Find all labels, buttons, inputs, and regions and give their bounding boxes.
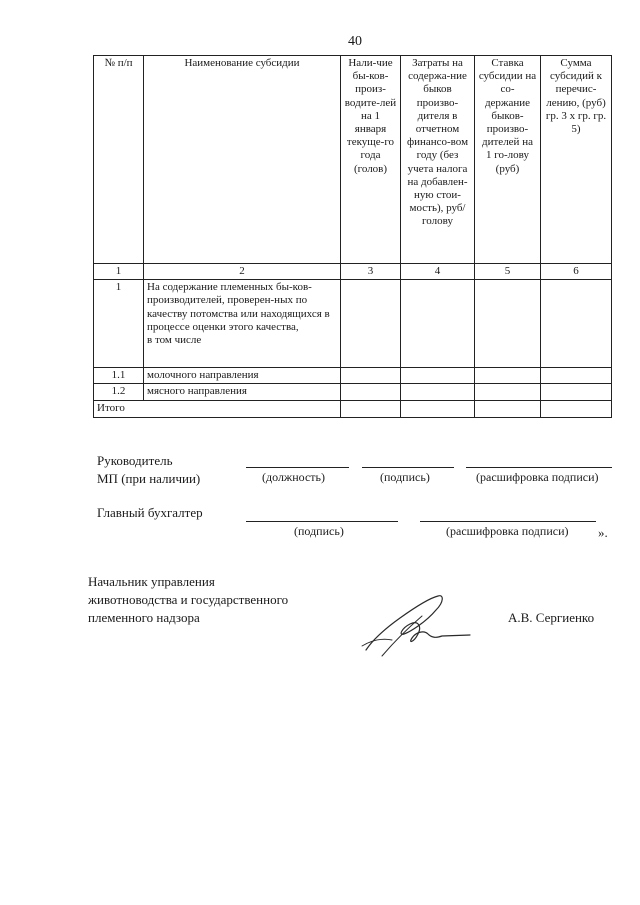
empty-cell (341, 368, 401, 384)
empty-cell (475, 368, 541, 384)
col-header-rate: Ставка субсидии на со-держание быков-произво-дителей на 1 го-лову (руб) (475, 56, 541, 264)
table-row (94, 384, 612, 400)
total-row (94, 400, 612, 417)
empty-cell (541, 400, 612, 417)
closing-quote: ». (598, 525, 608, 540)
empty-cell (475, 400, 541, 417)
col-header-costs: Затраты на содержа-ние быков произво-дителя в отчетном финансо-вом году (без учета налога на добавлен-ную стои-мость), руб/голову (401, 56, 475, 264)
decode-line (466, 467, 612, 468)
official-name: А.В. Сергиенко (508, 610, 595, 625)
official-title-line1: Начальник управления (88, 574, 215, 589)
col-number: 1 (94, 264, 144, 280)
empty-cell (401, 280, 475, 368)
row-name-text: На содержание племенных бы-ков-производителей, проверен-ных по качеству потомства или находящихся в процессе оценки этого качества, (147, 281, 330, 333)
official-title-line2: животноводства и государственного (88, 592, 289, 607)
decode-caption: (расшифровка подписи) (476, 470, 599, 484)
row-name (144, 280, 341, 368)
row-name: мясного направления (144, 384, 341, 400)
empty-cell (401, 400, 475, 417)
col-number: 5 (475, 264, 541, 280)
table-row (94, 368, 612, 384)
subsidy-table (93, 55, 612, 418)
column-number-row (94, 264, 612, 280)
row-num: 1 (94, 280, 144, 368)
acc-signature-line (246, 521, 398, 522)
empty-cell (401, 368, 475, 384)
acc-decode-line (420, 521, 596, 522)
table-row (94, 280, 612, 368)
row-name: молочного направления (144, 368, 341, 384)
empty-cell (541, 384, 612, 400)
signature-caption: (подпись) (380, 470, 430, 484)
row-num: 1.1 (94, 368, 144, 384)
col-header-count: Нали-чие бы-ков-произ-водите-лей на 1 января текуще-го года (голов) (341, 56, 401, 264)
total-label: Итого (94, 400, 341, 417)
page-number: 40 (348, 34, 362, 49)
signature-line (362, 467, 454, 468)
empty-cell (341, 280, 401, 368)
chief-accountant-label: Главный бухгалтер (97, 505, 203, 520)
acc-decode-caption: (расшифровка подписи) (446, 524, 569, 538)
empty-cell (475, 280, 541, 368)
col-number: 6 (541, 264, 612, 280)
table-header-row (94, 56, 612, 264)
empty-cell (341, 400, 401, 417)
official-title-line3: племенного надзора (88, 610, 200, 625)
mp-label: МП (при наличии) (97, 471, 201, 486)
col-number: 4 (401, 264, 475, 280)
row-name-extra: в том числе (147, 333, 202, 346)
acc-signature-caption: (подпись) (294, 524, 344, 538)
col-header-sum: Сумма субсидий к перечис-лению, (руб) гр. 3 х гр. гр. 5) (541, 56, 612, 264)
col-number: 2 (144, 264, 341, 280)
empty-cell (475, 384, 541, 400)
empty-cell (541, 368, 612, 384)
row-num: 1.2 (94, 384, 144, 400)
empty-cell (541, 280, 612, 368)
head-label: Руководитель (97, 453, 173, 468)
position-caption: (должность) (262, 470, 325, 484)
col-number: 3 (341, 264, 401, 280)
col-header-name: Наименование субсидии (144, 56, 341, 264)
handwritten-signature (352, 588, 482, 658)
empty-cell (401, 384, 475, 400)
empty-cell (341, 384, 401, 400)
position-line (246, 467, 349, 468)
col-header-num: № п/п (94, 56, 144, 264)
